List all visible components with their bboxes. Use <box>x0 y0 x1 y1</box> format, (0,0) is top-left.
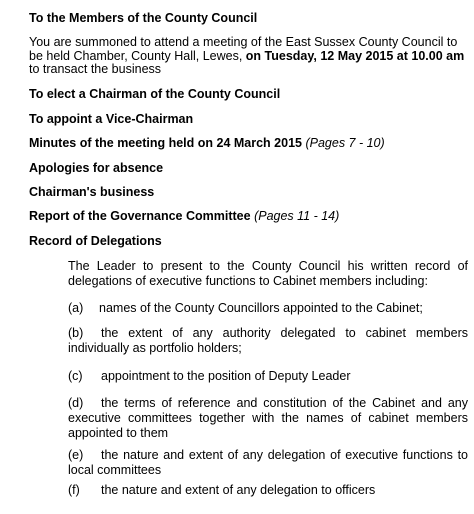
agenda-item-governance-report <box>29 209 339 223</box>
list-marker: (c) <box>68 369 83 383</box>
list-item-text: the nature and extent of any delegation of executive functions to local committees <box>68 448 468 477</box>
agenda-item-label: Apologies for absence <box>29 161 164 175</box>
list-item-text: names of the County Councillors appointed to the Cabinet; <box>99 301 423 315</box>
summons-paragraph <box>29 36 469 77</box>
agenda-item-label: Report of the Governance Committee <box>29 209 251 223</box>
agenda-item-label: Chairman's business <box>29 185 155 199</box>
list-marker: (b) <box>68 326 84 340</box>
delegation-item-f <box>68 483 468 498</box>
agenda-item-vice-chairman <box>29 112 193 126</box>
agenda-item-label: To elect a Chairman of the County Council <box>29 87 281 101</box>
list-marker: (a) <box>68 301 84 315</box>
delegation-item-e <box>68 448 468 478</box>
delegation-item-d <box>68 396 468 441</box>
page-reference: (Pages 7 - 10) <box>305 136 385 150</box>
list-item-text: the nature and extent of any delegation to officers <box>101 483 376 497</box>
page-reference: (Pages 11 - 14) <box>254 209 340 223</box>
agenda-item-label: To appoint a Vice-Chairman <box>29 112 194 126</box>
delegation-item-c <box>68 369 468 384</box>
agenda-item-label: Minutes of the meeting held on 24 March 2015 <box>29 136 302 150</box>
list-marker: (d) <box>68 396 84 410</box>
list-marker: (e) <box>68 448 84 462</box>
agenda-item-chairmans-business <box>29 185 154 199</box>
agenda-item-elect-chairman <box>29 87 280 101</box>
addressee-heading: To the Members of the County Council <box>29 11 258 25</box>
delegation-item-a <box>68 301 468 316</box>
agenda-item-label: Record of Delegations <box>29 234 162 248</box>
list-item-text: the extent of any authority delegated to cabinet members individually as portfolio holders; <box>68 326 468 355</box>
delegations-intro: The Leader to present to the County Council his written record of delegations of executive functions to Cabinet members including: <box>68 259 468 288</box>
agenda-item-apologies <box>29 161 163 175</box>
list-item-text: the terms of reference and constitution of the Cabinet and any executive committees together with the names of cabinet members appointed to them <box>68 396 468 440</box>
agenda-item-minutes <box>29 136 385 150</box>
delegation-item-b <box>68 326 468 356</box>
summons-text-after: to transact the business <box>29 62 162 76</box>
list-marker: (f) <box>68 483 80 497</box>
list-item-text: appointment to the position of Deputy Leader <box>101 369 351 383</box>
summons-text-before: You are summoned to attend a meeting of the East Sussex County Council to be held Chamber, County Hall, Lewes, <box>29 35 458 63</box>
agenda-item-record-of-delegations <box>29 234 162 248</box>
meeting-date: on Tuesday, 12 May 2015 at 10.00 am <box>245 48 465 63</box>
